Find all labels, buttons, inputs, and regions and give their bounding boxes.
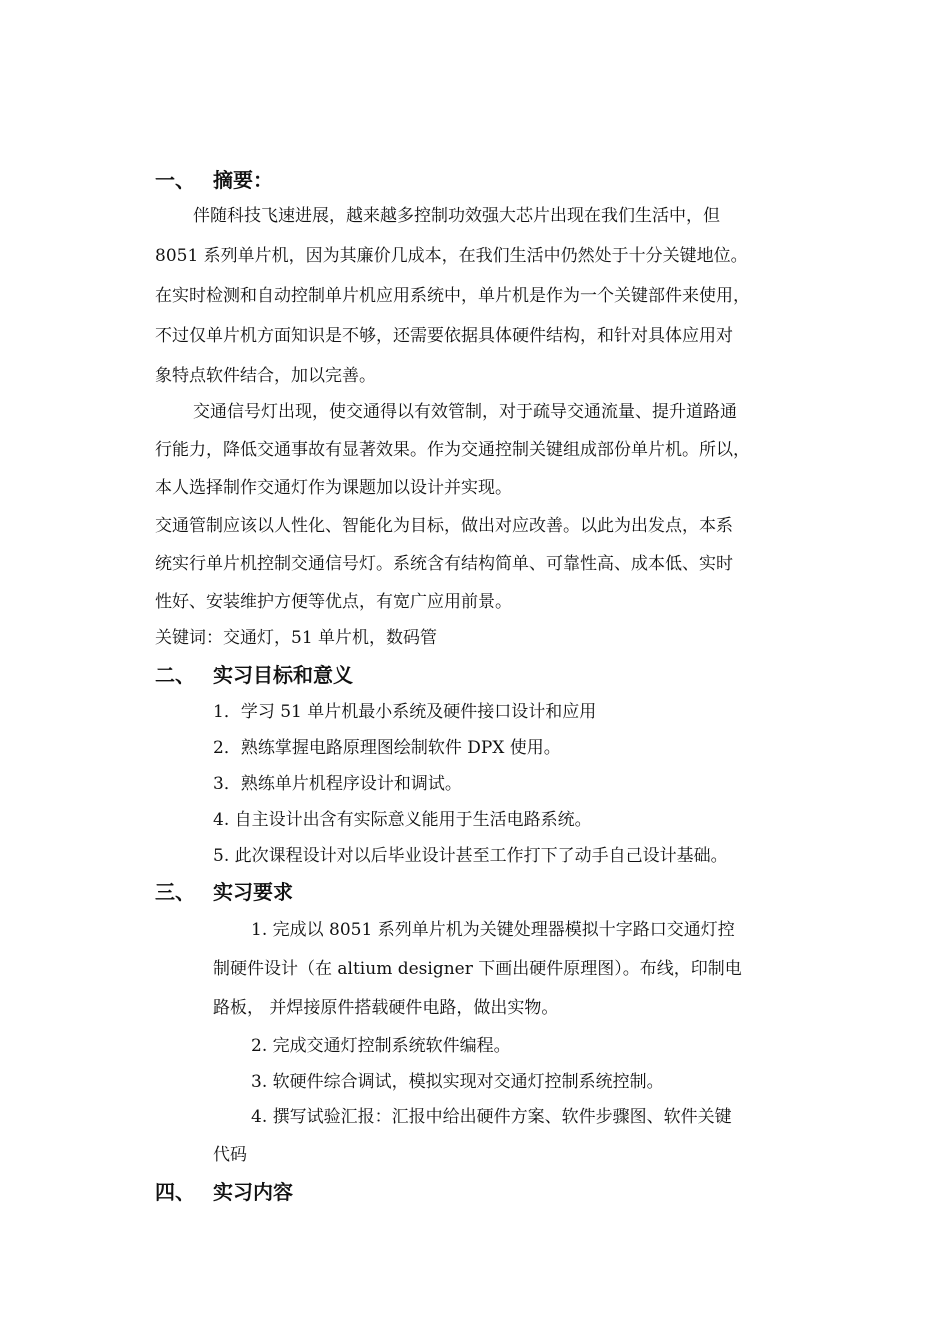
goal-item-5: 5. 此次课程设计对以后毕业设计甚至工作打下了动手自己设计基础。	[213, 846, 728, 866]
abstract-p1-line-1: 伴随科技飞速进展，越来越多控制功效强大芯片出现在我们生活中，但	[193, 206, 720, 226]
section-number: 三、	[155, 880, 195, 904]
section-title: 实习内容	[213, 1180, 293, 1204]
goal-item-3: 3．熟练单片机程序设计和调试。	[213, 774, 462, 794]
requirement-1-line-2: 制硬件设计（在 altium designer 下画出硬件原理图）。布线，印制电	[213, 959, 742, 979]
abstract-p1-line-5: 象特点软件结合，加以完善。	[155, 366, 376, 386]
section-title: 摘要：	[213, 168, 273, 192]
abstract-p3-line-1: 交通管制应该以人性化、智能化为目标，做出对应改善。以此为出发点，本系	[155, 516, 733, 536]
section-heading-goals	[155, 661, 353, 689]
abstract-p3-line-3: 性好、安装维护方便等优点，有宽广应用前景。	[155, 592, 512, 612]
requirement-1-line-3: 路板， 并焊接原件搭载硬件电路，做出实物。	[213, 998, 559, 1018]
abstract-p1-line-2: 8051 系列单片机，因为其廉价几成本，在我们生活中仍然处于十分关键地位。	[155, 246, 748, 266]
abstract-p2-line-1: 交通信号灯出现，使交通得以有效管制，对于疏导交通流量、提升道路通	[193, 402, 737, 422]
section-title: 实习要求	[213, 880, 293, 904]
section-number: 四、	[155, 1180, 195, 1204]
requirement-4-line-2: 代码	[213, 1145, 247, 1165]
abstract-p1-line-4: 不过仅单片机方面知识是不够，还需要依据具体硬件结构，和针对具体应用对	[155, 326, 733, 346]
goal-item-2: 2．熟练掌握电路原理图绘制软件 DPX 使用。	[213, 738, 561, 758]
requirement-1-line-1: 1. 完成以 8051 系列单片机为关键处理器模拟十字路口交通灯控	[251, 920, 735, 940]
section-number: 一、	[155, 168, 195, 192]
section-number: 二、	[155, 663, 195, 687]
section-heading-abstract	[155, 166, 273, 194]
requirement-3: 3. 软硬件综合调试，模拟实现对交通灯控制系统控制。	[251, 1072, 664, 1092]
section-heading-content	[155, 1178, 293, 1206]
requirement-2: 2. 完成交通灯控制系统软件编程。	[251, 1036, 511, 1056]
abstract-p2-line-2: 行能力，降低交通事故有显著效果。作为交通控制关键组成部份单片机。所以，	[155, 440, 750, 460]
abstract-p1-line-3: 在实时检测和自动控制单片机应用系统中，单片机是作为一个关键部件来使用，	[155, 286, 750, 306]
abstract-p2-line-3: 本人选择制作交通灯作为课题加以设计并实现。	[155, 478, 512, 498]
goal-item-4: 4. 自主设计出含有实际意义能用于生活电路系统。	[213, 810, 592, 830]
section-title: 实习目标和意义	[213, 663, 353, 687]
section-heading-requirements	[155, 878, 293, 906]
goal-item-1: 1．学习 51 单片机最小系统及硬件接口设计和应用	[213, 702, 597, 722]
keywords-line: 关键词：交通灯，51 单片机，数码管	[155, 628, 438, 648]
abstract-p3-line-2: 统实行单片机控制交通信号灯。系统含有结构简单、可靠性高、成本低、实时	[155, 554, 733, 574]
requirement-4-line-1: 4. 撰写试验汇报：汇报中给出硬件方案、软件步骤图、软件关键	[251, 1107, 732, 1127]
